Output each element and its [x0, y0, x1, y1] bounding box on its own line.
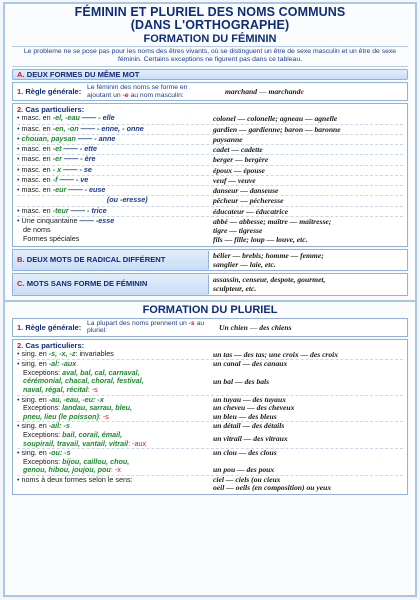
section-c: C. MOTS SANS FORME DE FÉMININ assassin, censeur, despote, gourmet, sculpteur, etc. [12, 273, 408, 296]
plural-case-ou: • sing. en -ou: -s Exceptions: bijou, caillou, chou, genou, hibou, joujou, pou: -x un clou — des clous un pou — des poux [17, 448, 403, 475]
rule-example: marchand — marchande [225, 86, 304, 96]
main-subtitle: (DANS L'ORTHOGRAPHE) [130, 18, 290, 32]
section-a-bar [12, 69, 408, 80]
rule-label: Règle générale: [25, 87, 82, 97]
special-row-1: • Une cinquantaine —— -esse abbé — abbesse; maître — maîtresse; [17, 216, 403, 226]
feminin-case-row: • masc. en -el, -eau —— - elle colonel — colonelle; agneau — agnelle [17, 113, 338, 124]
rule-number: 1. [17, 87, 24, 97]
special-row-2: de noms tigre — tigresse [23, 225, 263, 236]
feminin-case-row: • masc. en -f —— - ve veuf — veuve [17, 175, 403, 185]
feminin-case-row: (ou -eresse) pêcheur — pécheresse [17, 195, 403, 205]
feminin-cases: 2. Cas particuliers: • masc. en -el, -eau —— - elle colonel — colonelle; agneau — agnelle • masc. en -en, -on —— - enne, - onne gardien — gardienne; baron — baronne • chouan, paysan —— - anne paysanne • masc. en -et —— - ette cadet — cadette • masc. en -er —— - ère berger — bergère • masc. en - x —— - se époux — épouse • masc. en -f —— - ve veuf — veuve • masc. en -eur —— - euse danseur — danseuse (ou -eresse) pêcheur — pécheresse • masc. en -teur —— - trice éducateur — éducatrice • Une cinquantaine —— -esse abbé — abbesse; maître — maîtresse; de noms tigre — tigresse Formes spéciales fils — fille; loup — louve, etc. [12, 103, 408, 246]
feminin-case-row: • masc. en -en, -on —— - enne, - onne gardien — gardienne; baron — baronne [17, 124, 403, 134]
plural-case-al: • sing. en -al: -aux Exceptions: aval, bal, cal, carnaval, cérémonial, chacal, choral, festival, naval, régal, récital: -s un canal — des canaux un bal — des bals [17, 359, 403, 394]
plural-case-two-forms: • noms à deux formes selon le sens: ciel — ciels (ou cieux oeil — oeils (en composition) ou yeux [17, 475, 403, 493]
section-c-label: MOTS SANS FORME DE FÉMININ [26, 279, 148, 289]
pluriel-cases: 2. Cas particuliers: • sing. en -s, -x, -z: invariables un tas — des tas; une croix — des croix • sing. en -al: -aux Exceptions: aval, bal, cal, carnaval, cérémonial, chacal, choral, festival, naval, régal, récital: -s un canal — des canaux un bal — des bals • sing. en -au, -eau, -eu: -x Exceptions: landau, sarrau, bleu, pneu, lieu (le poisson): -s un tuyau — des tuyaux un cheveu — des cheveux un bleu — des bleus • sing. en -ail: -s Exceptions: bail, corail, émail, soupirail, travail, vantail, vitrail: -aux un détail — des détails un vitrail — des vitraux • sing. en -ou: -s Exceptions: bijou, caillou, chou, genou, hibou, joujou, pou: -x un clou — des clous un pou — des poux • noms à deux formes selon le sens: ciel — ciels (ou cieux oeil — oeils (en composition) ou yeux [12, 339, 408, 495]
pluriel-heading: FORMATION DU PLURIEL [142, 303, 278, 316]
main-title: FÉMININ ET PLURIEL DES NOMS COMMUNS [74, 5, 346, 19]
pluriel-rule-general: 1. Règle générale: La plupart des noms prennent un -s au pluriel: Un chien — des chiens [12, 318, 408, 337]
rule-text: Le féminin des noms se forme en ajoutant un -e au nom masculin: [87, 84, 188, 99]
feminin-case-row: • masc. en -et —— - ette cadet — cadette [17, 144, 403, 154]
plural-case-sxz: • sing. en -s, -x, -z: invariables un tas — des tas; une croix — des croix [17, 348, 339, 359]
feminin-case-list [17, 114, 403, 216]
feminin-case-row: • masc. en -teur —— - trice éducateur — éducatrice [17, 206, 403, 216]
section-b: B. DEUX MOTS DE RADICAL DIFFÉRENT bélier — brebis; homme — femme; sanglier — laie, etc. [12, 249, 408, 272]
section-b-label: DEUX MOTS DE RADICAL DIFFÉRENT [26, 254, 166, 264]
feminin-heading: FORMATION DU FÉMININ [143, 33, 277, 45]
feminin-case-row: • masc. en -er —— - ère berger — bergère [17, 154, 403, 164]
feminin-case-row: • masc. en -eur —— - euse danseur — danseuse [17, 185, 403, 195]
divider [5, 296, 415, 302]
feminin-case-row: • masc. en - x —— - se époux — épouse [17, 165, 403, 175]
pluriel-rule-example: Un chien — des chiens [219, 322, 292, 332]
feminin-case-row: • chouan, paysan —— - anne paysanne [17, 134, 403, 144]
special-row-3: Formes spéciales fils — fille; loup — louve, etc. [23, 234, 308, 245]
plural-case-ail: • sing. en -ail: -s Exceptions: bail, corail, émail, soupirail, travail, vantail, vitrail: -aux un détail — des détails un vitrail — des vitraux [17, 421, 403, 448]
poster [3, 2, 417, 597]
section-a-letter: A. [17, 70, 25, 79]
section-a-label: DEUX FORMES DU MÊME MOT [26, 70, 140, 79]
feminin-intro: Le probleme ne se pose pas pour les noms des êtres vivants, où se distinguent un être de sexe masculin et un être de sexe féminin. Certains exceptions ne figurent pas dans ce tableau. [12, 46, 408, 67]
plural-case-au: • sing. en -au, -eau, -eu: -x Exceptions: landau, sarrau, bleu, pneu, lieu (le poisson): -s un tuyau — des tuyaux un cheveu — des cheveux un bleu — des bleus [17, 395, 403, 422]
cases-label: Cas particuliers: [25, 105, 85, 115]
feminin-rule-general [12, 82, 408, 101]
